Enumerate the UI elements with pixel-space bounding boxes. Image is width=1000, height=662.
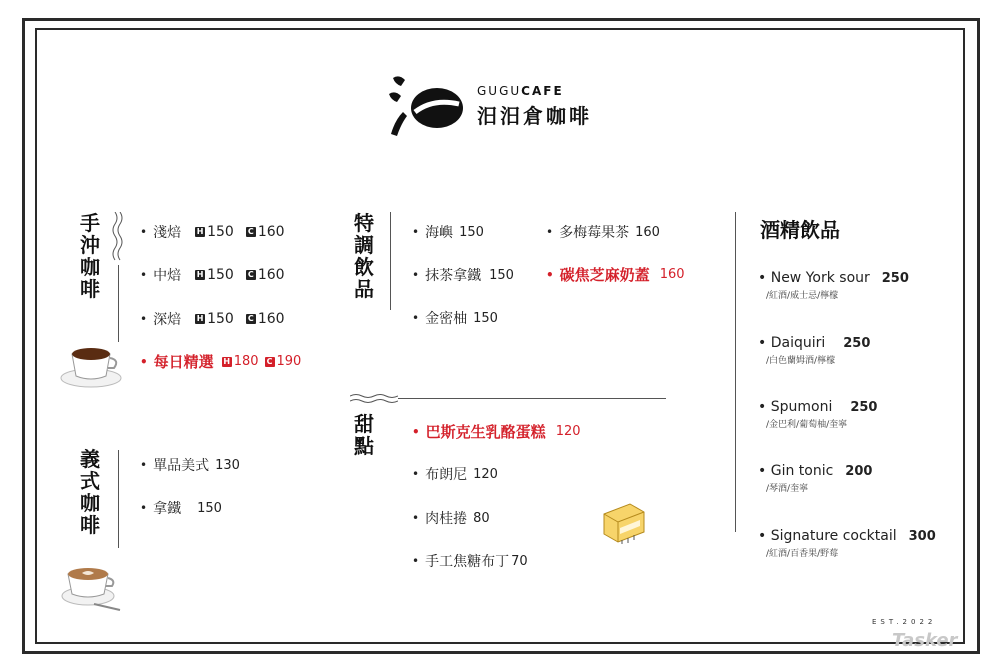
menu-item: • 抹茶拿鐵 150 <box>412 267 514 284</box>
cocktail-item: • Gin tonic 200 /琴酒/奎寧 <box>758 463 873 494</box>
menu-item: • 深焙 H 150 C 160 <box>140 311 285 328</box>
latte-cup-icon <box>58 560 124 612</box>
hot-icon: H <box>223 356 231 366</box>
espresso-title: 義 式 咖 啡 <box>80 447 100 537</box>
brand-logo <box>385 72 592 140</box>
cocktail-item: • New York sour 250 /紅酒/威士忌/檸檬 <box>758 270 909 301</box>
espresso-divider <box>118 450 119 548</box>
menu-item: • 淺焙 H 150 C 160 <box>140 224 285 241</box>
cold-icon: C <box>246 314 256 324</box>
hot-icon: H <box>196 270 204 279</box>
cold-icon: C <box>246 227 256 237</box>
pour-over-title: 手 沖 咖 啡 <box>80 211 100 301</box>
pour-over-divider <box>118 265 119 342</box>
alcohol-title: 酒精飲品 <box>760 218 840 242</box>
brand-name-zh: 汨汨倉咖啡 <box>477 103 592 128</box>
cocktail-item: • Spumoni 250 /金巴利/葡萄柚/奎寧 <box>758 399 878 430</box>
cake-icon <box>600 500 648 546</box>
dessert-title: 甜 點 <box>354 412 374 458</box>
cold-icon: C <box>265 357 275 367</box>
hot-icon: H <box>196 227 204 236</box>
menu-item: • 單品美式 130 <box>140 457 240 474</box>
menu-item: • 拿鐵 150 <box>140 500 222 517</box>
menu-item: • 海嶼 150 <box>412 224 484 241</box>
menu-item: • 布朗尼 120 <box>412 466 498 483</box>
menu-item-featured: • 每日精選 H 180 C 190 <box>140 353 302 371</box>
watermark: Tasker <box>892 630 958 651</box>
menu-item: • 中焙 H 150 C 160 <box>140 267 285 284</box>
est-label: EST.2022 <box>872 618 937 626</box>
menu-item-featured: • 巴斯克生乳酪蛋糕 120 <box>412 423 581 441</box>
cold-icon: C <box>246 270 256 280</box>
menu-item: • 多梅莓果茶 160 <box>546 224 660 241</box>
wave-divider-icon <box>350 393 398 405</box>
menu-item-featured: • 碳焦芝麻奶蓋 160 <box>546 266 685 284</box>
cocktail-item: • Signature cocktail 300 /紅酒/百香果/野莓 <box>758 528 936 559</box>
coffee-bean-logo-icon <box>385 72 467 140</box>
specialty-title: 特 調 飲 品 <box>354 211 374 301</box>
specialty-divider <box>390 212 391 310</box>
alcohol-divider <box>735 212 736 532</box>
wave-divider-icon <box>112 212 124 262</box>
coffee-cup-icon <box>58 340 124 390</box>
dessert-rule <box>398 398 666 399</box>
hot-icon: H <box>196 314 204 323</box>
cocktail-item: • Daiquiri 250 /白色蘭姆酒/檸檬 <box>758 335 871 366</box>
menu-item: • 手工焦糖布丁 70 <box>412 553 528 570</box>
menu-item: • 金密柚 150 <box>412 310 498 327</box>
brand-name-en: GUGUCAFE <box>477 83 564 98</box>
menu-item: • 肉桂捲 80 <box>412 510 490 527</box>
